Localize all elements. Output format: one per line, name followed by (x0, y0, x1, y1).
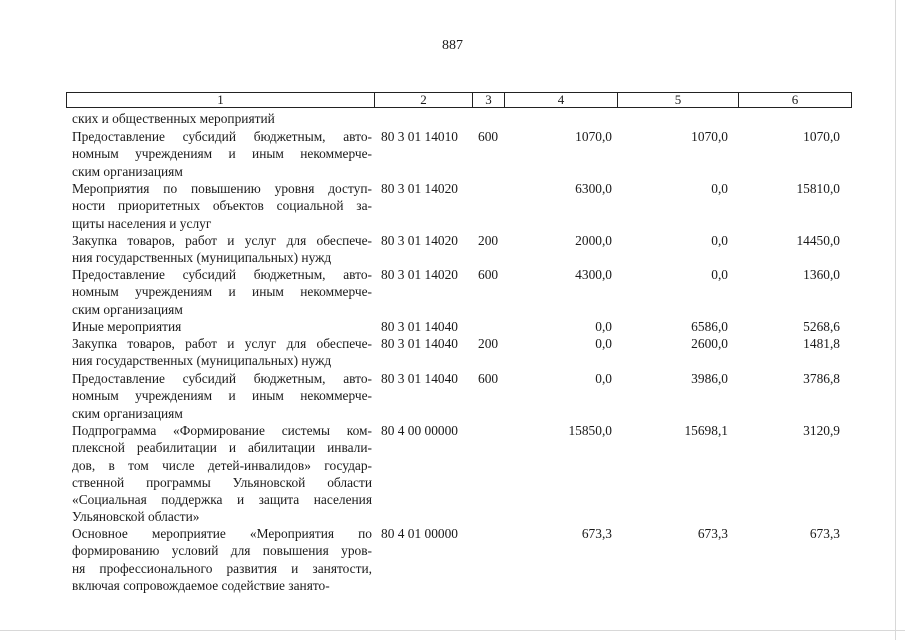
description-line: Основное мероприятие «Мероприятия по (72, 526, 372, 541)
header-col-5: 5 (618, 93, 739, 107)
description-line: ским организациям (72, 405, 183, 421)
page-number: 887 (442, 38, 463, 53)
row-value-col4: 0,0 (595, 336, 612, 351)
description-line: ня профессионального развития и занятости, (72, 560, 372, 576)
row-code: 80 3 01 14040 (381, 319, 458, 334)
description-line: номным учреждениям и иным некоммерче- (72, 146, 372, 162)
row-code: 80 3 01 14020 (381, 267, 458, 282)
row-value-col5: 673,3 (697, 526, 728, 541)
row-value-col6: 1360,0 (803, 267, 840, 282)
row-value-col6: 3120,9 (803, 423, 840, 438)
description-line: щиты населения и услуг (72, 215, 212, 231)
row-value-col6: 1070,0 (803, 129, 840, 144)
description-line: ности приоритетных объектов социальной за- (72, 198, 372, 214)
header-col-2: 2 (375, 93, 473, 107)
description-line: ским организациям (72, 301, 183, 317)
row-value-col4: 2000,0 (575, 233, 612, 248)
row-code: 80 3 01 14040 (381, 371, 458, 386)
header-col-4: 4 (505, 93, 618, 107)
row-value-col4: 0,0 (595, 319, 612, 334)
row-value-col4: 6300,0 (575, 181, 612, 196)
row-description (72, 266, 372, 318)
row-description (72, 180, 372, 232)
row-expense-type: 600 (478, 267, 499, 282)
row-value-col5: 15698,1 (684, 423, 728, 438)
row-description (72, 110, 372, 127)
row-description (72, 422, 372, 526)
header-col-6: 6 (791, 92, 799, 107)
row-expense-type: 200 (478, 233, 499, 248)
row-code: 80 3 01 14020 (381, 181, 458, 196)
row-value-col5: 2600,0 (691, 336, 728, 351)
header-col-1: 1 (67, 93, 375, 107)
row-value-col5: 1070,0 (691, 129, 728, 144)
scan-edge-bottom (0, 630, 905, 631)
description-line: включая сопровождаемое содействие занято- (72, 577, 330, 593)
description-line: дов, в том числе детей-инвалидов» государ- (72, 457, 372, 473)
row-value-col4: 4300,0 (575, 267, 612, 282)
row-value-col4: 673,3 (581, 526, 612, 541)
description-line: Подпрограмма «Формирование системы ком- (72, 423, 372, 438)
row-value-col5: 0,0 (711, 267, 728, 282)
description-line: номным учреждениям и иным некоммерче- (72, 284, 372, 300)
row-code: 80 3 01 14010 (381, 129, 458, 144)
description-line: ния государственных (муниципальных) нужд (72, 250, 332, 266)
row-description (72, 370, 372, 422)
description-line: «Социальная поддержка и защита населения (72, 492, 372, 508)
description-line: Ульяновской области» (72, 509, 200, 525)
row-value-col5: 0,0 (711, 181, 728, 196)
row-expense-type: 600 (478, 371, 499, 386)
row-value-col5: 0,0 (711, 233, 728, 248)
row-value-col5: 6586,0 (691, 319, 728, 334)
row-code: 80 4 01 00000 (381, 526, 458, 541)
row-description (72, 128, 372, 180)
description-line: ским организациям (72, 163, 183, 179)
row-code: 80 3 01 14040 (381, 336, 458, 351)
row-expense-type: 600 (478, 129, 499, 144)
row-value-col6: 3786,8 (803, 371, 840, 386)
description-line: Закупка товаров, работ и услуг для обеспече- (72, 233, 372, 248)
row-value-col6: 14450,0 (796, 233, 840, 248)
description-line: формированию условий для повышения уров- (72, 543, 372, 559)
scan-edge-right (895, 0, 896, 640)
row-code: 80 4 00 00000 (381, 423, 458, 438)
row-code: 80 3 01 14020 (381, 233, 458, 248)
description-line: ских и общественных мероприятий (72, 111, 275, 126)
row-description (72, 232, 372, 267)
row-value-col5: 3986,0 (691, 371, 728, 386)
row-description (72, 525, 372, 594)
table-header-row (66, 92, 852, 108)
description-line: номным учреждениям и иным некоммерче- (72, 388, 372, 404)
description-line: Предоставление субсидий бюджетным, авто- (72, 267, 372, 282)
row-expense-type: 200 (478, 336, 499, 351)
row-description (72, 318, 372, 335)
row-value-col4: 15850,0 (568, 423, 612, 438)
description-line: Предоставление субсидий бюджетным, авто- (72, 129, 372, 144)
description-line: Закупка товаров, работ и услуг для обеспече- (72, 336, 372, 351)
header-col-3: 3 (473, 93, 505, 107)
description-line: Мероприятия по повышению уровня доступ- (72, 181, 372, 196)
description-line: Иные мероприятия (72, 319, 182, 334)
description-line: Предоставление субсидий бюджетным, авто- (72, 371, 372, 386)
row-value-col4: 1070,0 (575, 129, 612, 144)
description-line: ственной программы Ульяновской области (72, 474, 372, 490)
row-value-col6: 1481,8 (803, 336, 840, 351)
row-value-col6: 5268,6 (803, 319, 840, 334)
description-line: ния государственных (муниципальных) нужд (72, 353, 332, 369)
row-value-col6: 673,3 (809, 526, 840, 541)
row-value-col6: 15810,0 (796, 181, 840, 196)
row-description (72, 335, 372, 370)
description-line: плексной реабилитации и абилитации инвали- (72, 440, 372, 456)
row-value-col4: 0,0 (595, 371, 612, 386)
